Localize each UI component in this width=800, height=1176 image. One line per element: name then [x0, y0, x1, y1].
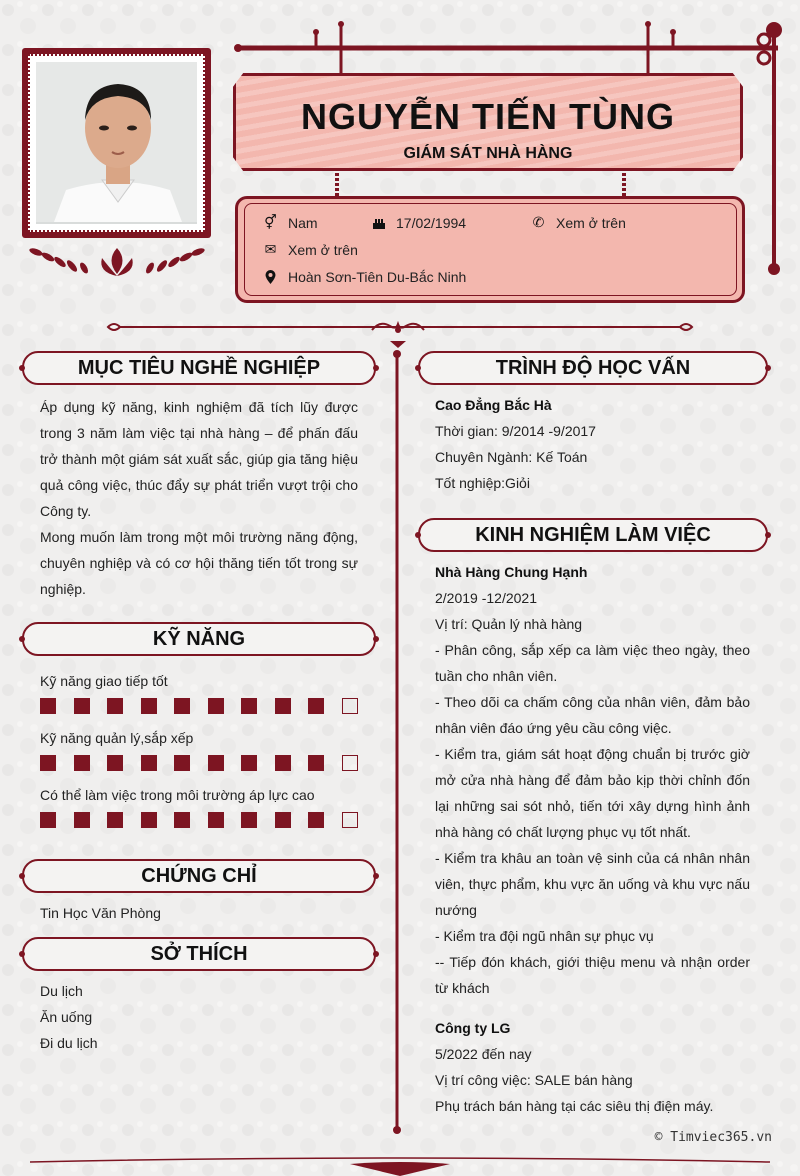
education-school: Cao Đẳng Bắc Hà	[435, 397, 552, 413]
gender-icon: ⚥	[264, 214, 277, 230]
hobbies-title: SỞ THÍCH	[150, 942, 248, 965]
job-2-position: Vị trí công việc: SALE bán hàng	[435, 1072, 633, 1088]
skill-level-filled	[275, 698, 291, 714]
hobby-item: Du lịch	[40, 983, 83, 999]
job-1-duty: - Kiểm tra đội ngũ nhân sự phục vụ	[435, 928, 654, 944]
job-2-duty: Phụ trách bán hàng tại các siêu thị điện máy.	[435, 1098, 714, 1114]
education-title: TRÌNH ĐỘ HỌC VẤN	[495, 356, 691, 379]
objective-title: MỤC TIÊU NGHỀ NGHIỆP	[77, 356, 321, 379]
skill-level-filled	[208, 698, 224, 714]
job-2-period: 5/2022 đến nay	[435, 1046, 532, 1062]
skill-level-filled	[174, 698, 190, 714]
skill-level-filled	[141, 812, 157, 828]
skill-level-filled	[208, 755, 224, 771]
location-pin-icon	[262, 268, 279, 285]
job-1-duty: - Theo dõi ca chấm công của nhân viên, đảm bảo nhân viên đáo ứng yêu cầu công việc.	[435, 694, 750, 736]
skill-3-name: Có thể làm việc trong môi trường áp lực cao	[40, 787, 315, 803]
avatar-frame	[22, 48, 211, 238]
skill-level-filled	[107, 698, 123, 714]
job-title: GIÁM SÁT NHÀ HÀNG	[403, 145, 573, 162]
hobby-item: Ăn uống	[40, 1009, 93, 1025]
skill-2-name: Kỹ năng quản lý,sắp xếp	[40, 730, 194, 746]
skill-3-rating	[40, 812, 358, 828]
skills-title: KỸ NĂNG	[152, 627, 246, 650]
skill-level-filled	[40, 755, 56, 771]
objective-text	[40, 394, 358, 602]
objective-header	[22, 351, 376, 385]
job-1-period: 2/2019 -12/2021	[435, 590, 537, 606]
skill-level-filled	[208, 812, 224, 828]
education-major: Chuyên Ngành: Kế Toán	[435, 449, 588, 465]
skill-level-filled	[275, 755, 291, 771]
skill-level-filled	[40, 698, 56, 714]
skill-level-filled	[308, 698, 324, 714]
phone-value[interactable]: Xem ở trên	[556, 214, 626, 231]
email-value[interactable]: Xem ở trên	[288, 241, 358, 258]
skill-level-filled	[174, 755, 190, 771]
job-1-duty: - Phân công, sắp xếp ca làm việc theo ngày, theo tuần cho nhân viên.	[435, 642, 750, 684]
email-icon: ✉	[264, 241, 277, 257]
skill-level-filled	[107, 812, 123, 828]
experience-title: KINH NGHIỆM LÀM VIỆC	[475, 523, 711, 546]
skill-level-filled	[241, 698, 257, 714]
skill-level-filled	[308, 755, 324, 771]
contact-email[interactable]	[262, 241, 358, 258]
skill-level-filled	[174, 812, 190, 828]
skill-level-filled	[241, 812, 257, 828]
skill-level-filled	[141, 755, 157, 771]
contact-birthday	[370, 214, 466, 231]
skill-level-empty	[342, 698, 358, 714]
contact-gender	[262, 214, 318, 231]
skill-level-filled	[107, 755, 123, 771]
certificates-header	[22, 859, 376, 893]
hobbies-header	[22, 937, 376, 971]
job-1-company: Nhà Hàng Chung Hạnh	[435, 564, 588, 580]
skills-header	[22, 622, 376, 656]
contact-address	[262, 268, 466, 285]
experience-header	[418, 518, 768, 552]
address-value: Hoàn Sơn-Tiên Du-Bắc Ninh	[288, 268, 467, 285]
gender-value: Nam	[288, 214, 318, 231]
skill-2-rating	[40, 755, 358, 771]
job-1-duty: - Kiểm tra khâu an toàn vệ sinh của cá nhân nhân viên, thực phẩm, khu vực ăn uống và khu vực nấu nướng	[435, 850, 750, 918]
objective-paragraph-1: Áp dụng kỹ năng, kinh nghiệm đã tích lũy được trong 3 năm làm việc tại nhà hàng – để phấn đấu trở thành một giám sát xuất sắc, giúp gia tăng hiệu quả công việc, thúc đẩy sự phát triển vượt trội cho Công ty.	[40, 399, 358, 519]
skill-level-filled	[74, 755, 90, 771]
certificates-title: CHỨNG CHỈ	[141, 864, 257, 887]
education-header	[418, 351, 768, 385]
skill-level-filled	[141, 698, 157, 714]
footer-credit: © Timviec365.vn	[654, 1130, 772, 1145]
hobby-item: Đi du lịch	[40, 1035, 98, 1051]
education-grade: Tốt nghiệp:Giỏi	[435, 475, 530, 491]
hobbies-list	[40, 978, 98, 1056]
skill-1-rating	[40, 698, 358, 714]
birthday-value: 17/02/1994	[396, 214, 467, 231]
job-1-duty: -- Tiếp đón khách, giới thiệu menu và nhận order từ khách	[435, 954, 750, 996]
skill-level-filled	[308, 812, 324, 828]
skill-1-name: Kỹ năng giao tiếp tốt	[40, 673, 168, 689]
phone-icon: ✆	[532, 214, 545, 230]
center-divider	[390, 340, 404, 1140]
avatar	[36, 62, 197, 224]
skill-level-filled	[275, 812, 291, 828]
laurel-ornament	[22, 242, 212, 280]
bottom-ornament	[20, 1152, 780, 1176]
certificate-item: Tin Học Văn Phòng	[40, 905, 161, 921]
job-2-company: Công ty LG	[435, 1020, 511, 1036]
job-1-duty: - Kiểm tra, giám sát hoạt động chuẩn bị trước giờ mở cửa nhà hàng để đảm bảo kịp thời chỉnh đốn lại những sai sót nhỏ, tiến tới xây dựng hình ảnh nhà hàng có chất lượng phục vụ tốt nhất.	[435, 746, 750, 840]
candidate-name: NGUYỄN TIẾN TÙNG	[300, 96, 675, 137]
skill-level-filled	[241, 755, 257, 771]
job-1-position: Vị trí: Quản lý nhà hàng	[435, 616, 583, 632]
skill-level-empty	[342, 812, 358, 828]
contact-phone[interactable]	[530, 214, 626, 231]
skill-level-filled	[74, 812, 90, 828]
birthday-cake-icon	[370, 214, 387, 231]
skill-level-empty	[342, 755, 358, 771]
skill-level-filled	[74, 698, 90, 714]
skill-level-filled	[40, 812, 56, 828]
experience-block	[435, 559, 750, 1119]
education-time: Thời gian: 9/2014 -9/2017	[435, 423, 596, 439]
objective-paragraph-2: Mong muốn làm trong một môi trường năng động, chuyên nghiệp và có cơ hội thăng tiến tốt trong sự nghiệp.	[40, 529, 358, 597]
education-block	[435, 392, 750, 496]
